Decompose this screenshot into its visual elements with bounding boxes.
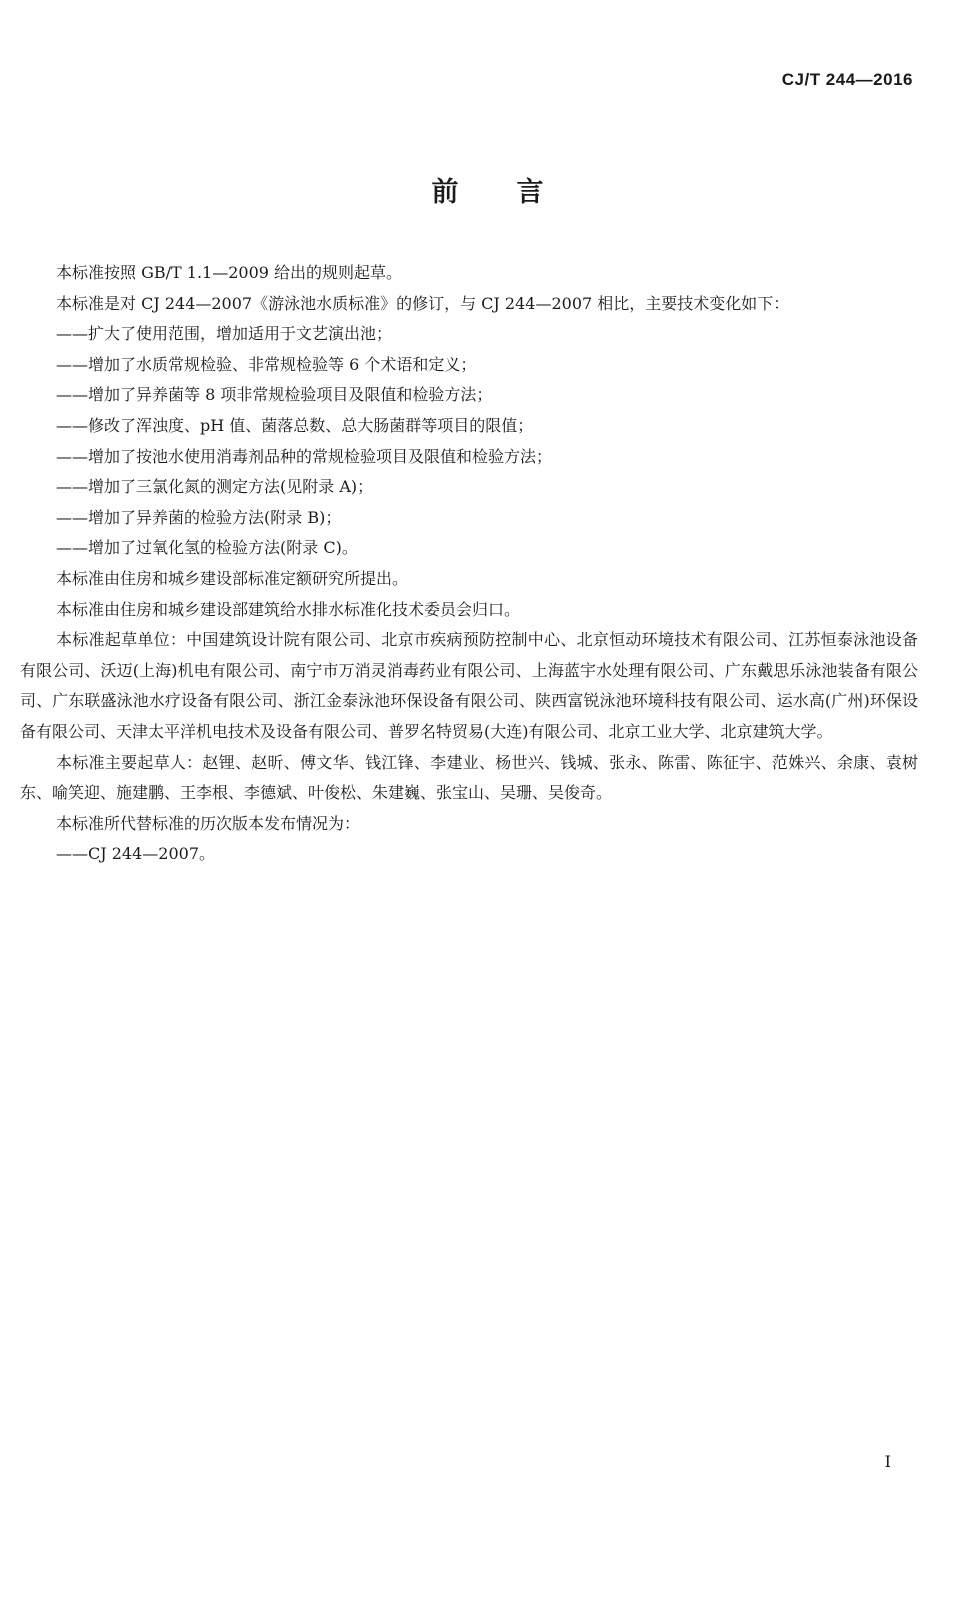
- paragraph-history-intro: 本标准所代替标准的历次版本发布情况为：: [56, 813, 361, 833]
- change-item-nonroutine: ——增加了异养菌等 8 项非常规检验项目及限值和检验方法；: [56, 385, 493, 405]
- page-number: I: [884, 1452, 891, 1471]
- paragraph-proposer: 本标准由住房和城乡建设部标准定额研究所提出。: [56, 568, 409, 588]
- change-item-appendix-b: ——增加了异养菌的检验方法(附录 B)；: [56, 507, 342, 527]
- change-item-disinfectant: ——增加了按池水使用消毒剂品种的常规检验项目及限值和检验方法；: [56, 446, 553, 466]
- paragraph-jurisdiction: 本标准由住房和城乡建设部建筑给水排水标准化技术委员会归口。: [56, 599, 521, 619]
- paragraph-revision-intro: 本标准是对 CJ 244—2007《游泳池水质标准》的修订，与 CJ 244—2007 相比，主要技术变化如下：: [56, 293, 790, 313]
- change-item-appendix-a: ——增加了三氯化氮的测定方法(见附录 A)；: [56, 477, 374, 497]
- change-item-scope: ——扩大了使用范围，增加适用于文艺演出池；: [56, 324, 393, 344]
- page-title: 前言: [431, 177, 602, 208]
- paragraph-drafting-rule: 本标准按照 GB/T 1.1—2009 给出的规则起草。: [56, 263, 403, 282]
- change-item-terms: ——增加了水质常规检验、非常规检验等 6 个术语和定义；: [56, 354, 477, 374]
- paragraph-drafting-units: 本标准起草单位：中国建筑设计院有限公司、北京市疾病预防控制中心、北京恒动环境技术有限公司、江苏恒泰泳池设备有限公司、沃迈(上海)机电有限公司、南宁市万消灵消毒药业有限公司、上海蓝宇水处理有限公司、广东戴思乐泳池装备有限公司、广东联盛泳池水疗设备有限公司、浙江金泰泳池环保设备有限公司、陕西富锐泳池环境科技有限公司、运水高(广州)环保设备有限公司、天津太平洋机电技术及设备有限公司、普罗名特贸易(大连)有限公司、北京工业大学、北京建筑大学。: [20, 630, 918, 741]
- foreword-body: [20, 258, 918, 870]
- history-item: ——CJ 244—2007。: [56, 844, 216, 864]
- change-item-appendix-c: ——增加了过氧化氢的检验方法(附录 C)。: [56, 538, 358, 558]
- change-item-limits: ——修改了浑浊度、pH 值、菌落总数、总大肠菌群等项目的限值；: [56, 415, 534, 435]
- paragraph-drafters: 本标准主要起草人：赵锂、赵昕、傅文华、钱江锋、李建业、杨世兴、钱城、张永、陈雷、陈征宇、范姝兴、余康、袁树东、喻笑迎、施建鹏、王李根、李德斌、叶俊松、朱建巍、张宝山、吴珊、吴俊奇。: [20, 752, 918, 803]
- standard-code: CJ/T 244—2016: [781, 70, 913, 89]
